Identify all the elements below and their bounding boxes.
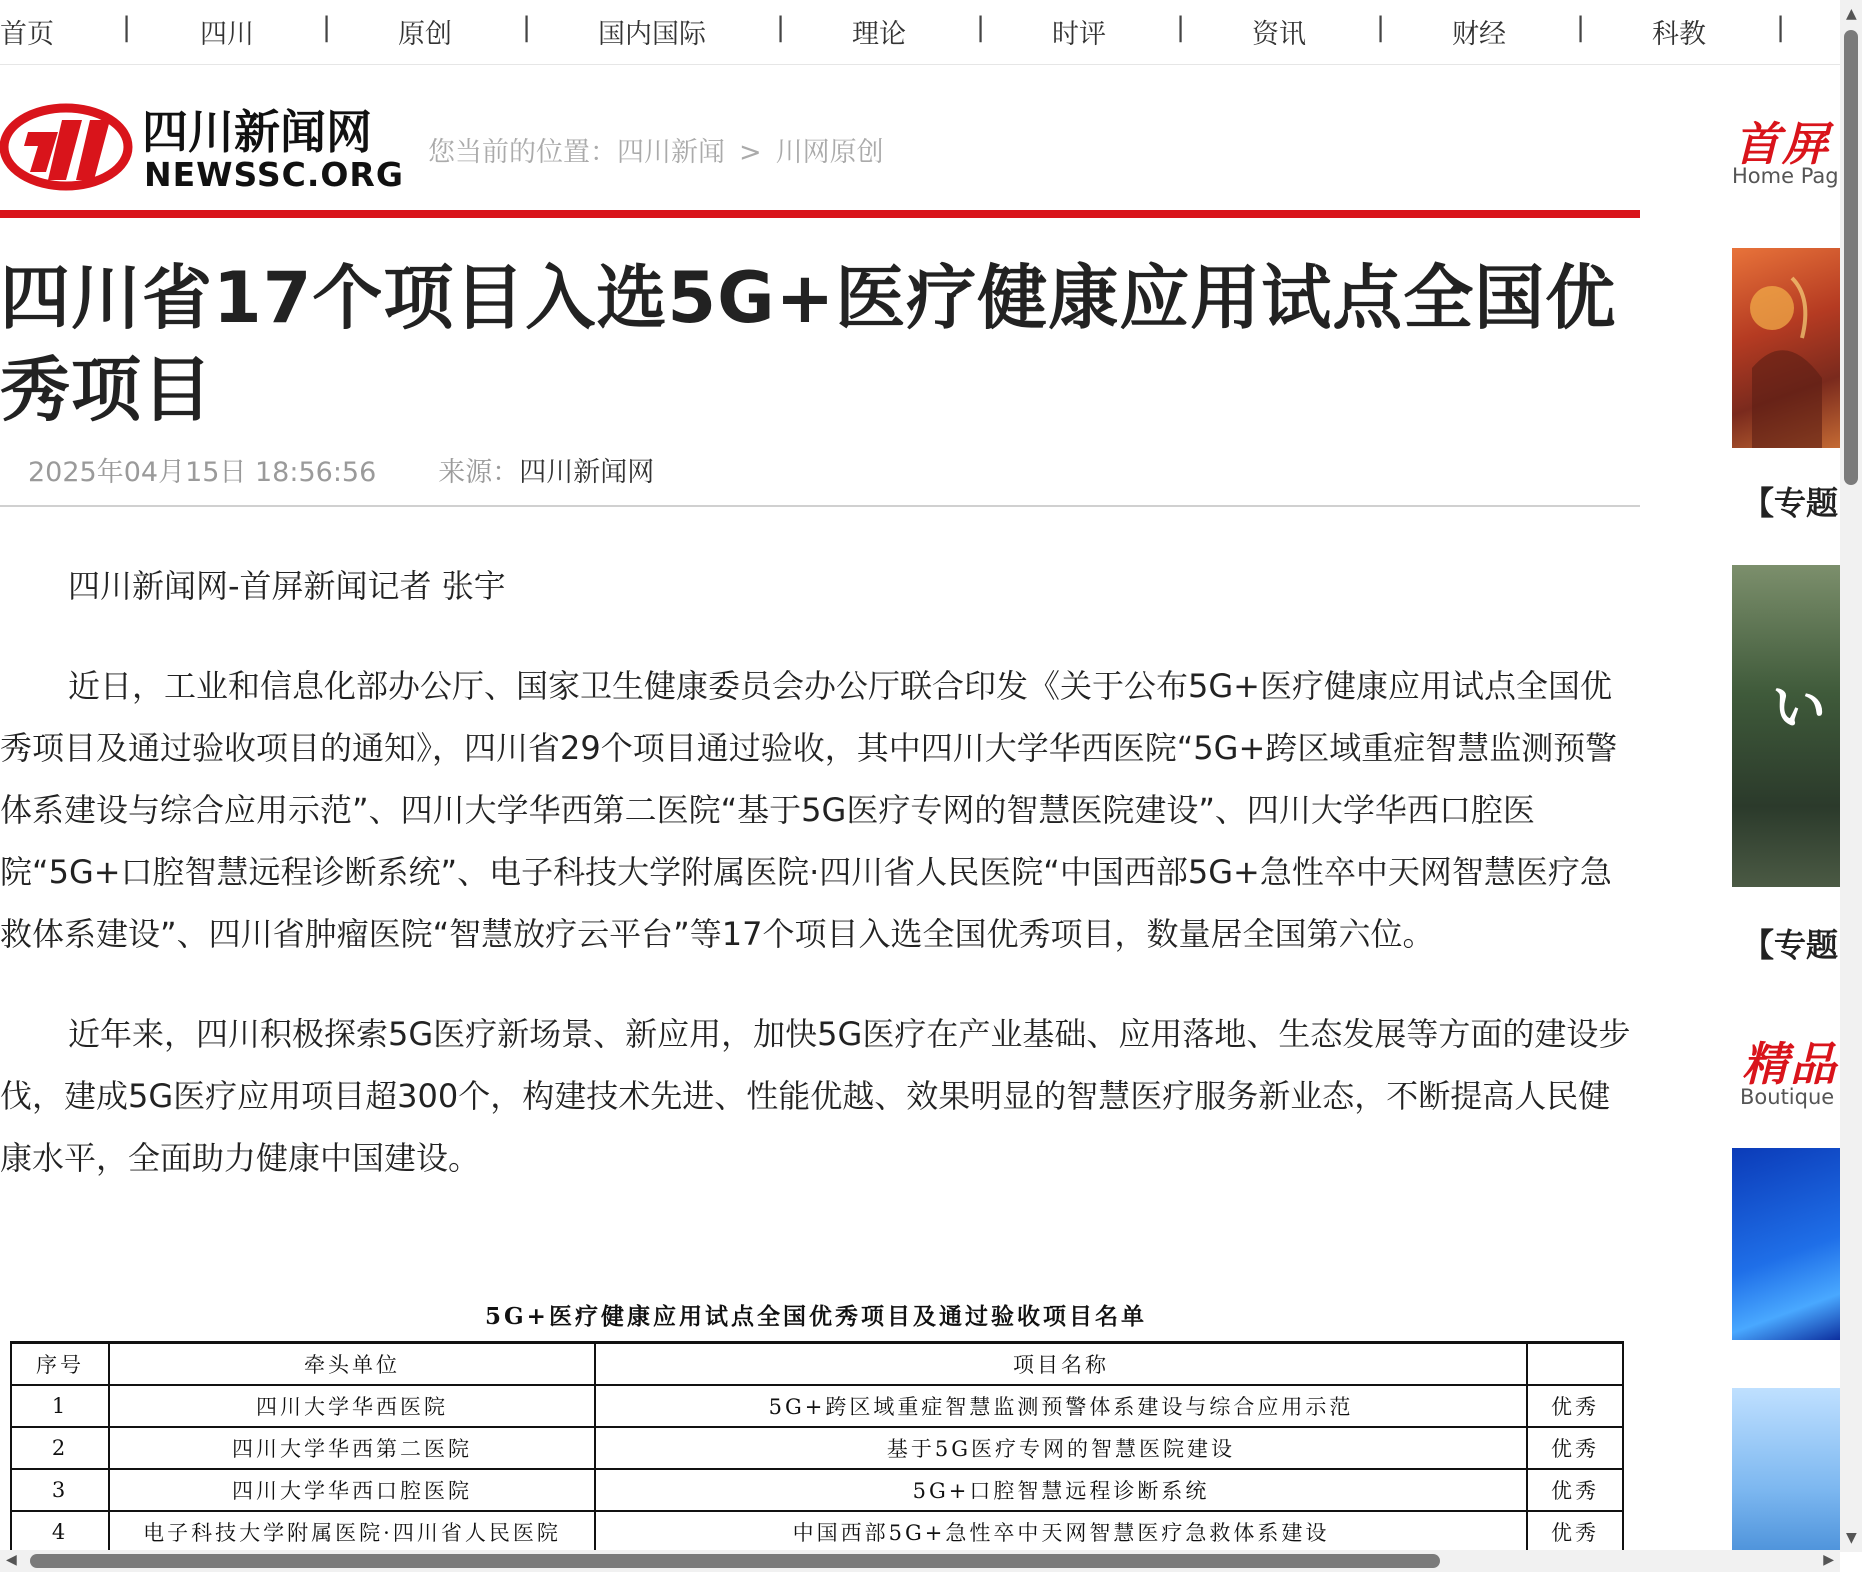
article-body — [0, 555, 1640, 1227]
table-row — [11, 1511, 1623, 1553]
site-logo[interactable] — [0, 100, 415, 192]
table-row — [11, 1427, 1623, 1469]
homepage-brand-en: Home Pag — [1732, 164, 1839, 188]
nav-item-sci-edu[interactable]: 科教 — [1652, 19, 1706, 50]
nav-item-home[interactable]: 首页 — [0, 19, 54, 50]
cell-index: 2 — [11, 1427, 109, 1469]
newssc-logo-icon — [0, 100, 415, 192]
cell-lead-unit: 四川大学华西口腔医院 — [109, 1469, 595, 1511]
breadcrumb — [428, 130, 884, 169]
table-title: 5G+医疗健康应用试点全国优秀项目及通过验收项目名单 — [485, 1303, 1147, 1330]
nav-separator: | — [1576, 12, 1586, 43]
source-label: 来源： — [438, 457, 520, 488]
nav-separator: | — [1776, 12, 1786, 43]
scroll-left-icon[interactable]: ◀ — [6, 1552, 17, 1568]
cell-index: 1 — [11, 1385, 109, 1427]
cell-index: 4 — [11, 1511, 109, 1553]
nav-item-original[interactable]: 原创 — [398, 19, 452, 50]
cell-rating: 优秀 — [1527, 1511, 1623, 1553]
nav-item-sichuan[interactable]: 四川 — [200, 19, 254, 50]
cell-lead-unit: 四川大学华西第二医院 — [109, 1427, 595, 1469]
table-row — [11, 1469, 1623, 1511]
illustration-icon — [1732, 248, 1840, 448]
nav-item-finance[interactable]: 财经 — [1452, 19, 1506, 50]
article-datetime: 2025年04月15日 18:56:56 — [28, 457, 377, 488]
nav-separator: | — [322, 12, 332, 43]
topic-thumbnail[interactable] — [1732, 248, 1840, 448]
cell-lead-unit: 四川大学华西医院 — [109, 1385, 595, 1427]
cell-project-name: 基于5G医疗专网的智慧医院建设 — [595, 1427, 1527, 1469]
col-header-index: 序号 — [11, 1343, 109, 1386]
article-title: 四川省17个项目入选5G+医疗健康应用试点全国优秀项目 — [0, 257, 1617, 431]
nav-separator: | — [122, 12, 132, 43]
topic-thumbnail[interactable] — [1732, 565, 1840, 887]
col-header-lead-unit: 牵头单位 — [109, 1343, 595, 1386]
nav-separator: | — [522, 12, 532, 43]
cell-rating: 优秀 — [1527, 1469, 1623, 1511]
nav-separator: | — [1176, 12, 1186, 43]
vertical-scroll-thumb[interactable] — [1844, 30, 1858, 485]
horizontal-scroll-thumb[interactable] — [30, 1554, 1440, 1568]
article-source: 四川新闻网 — [519, 457, 655, 488]
cell-rating: 优秀 — [1527, 1385, 1623, 1427]
article-byline: 四川新闻网-首屏新闻记者 张宇 — [68, 567, 506, 605]
article-paragraph: 近年来，四川积极探索5G医疗新场景、新应用，加快5G医疗在产业基础、应用落地、生态发展等方面的建设步伐，建成5G医疗应用项目超300个，构建技术先进、性能优越、效果明显的智慧医疗服务新业态，不断提高人民健康水平，全面助力健康中国建设。 — [0, 1015, 1631, 1177]
nav-item-theory[interactable]: 理论 — [852, 19, 906, 50]
cell-index: 3 — [11, 1469, 109, 1511]
col-header-rating — [1527, 1343, 1623, 1386]
cell-rating: 优秀 — [1527, 1427, 1623, 1469]
boutique-brand-en: Boutique — [1740, 1085, 1835, 1109]
article-paragraph: 近日，工业和信息化部办公厅、国家卫生健康委员会办公厅联合印发《关于公布5G+医疗健康应用试点全国优秀项目及通过验收项目的通知》，四川省29个项目通过验收，其中四川大学华西医院“5G+跨区域重症智慧监测预警体系建设与综合应用示范”、四川大学华西第二医院“基于5G医疗专网的智慧医院建设”、四川大学华西口腔医院“5G+口腔智慧远程诊断系统”、电子科技大学附属医院·四川省人民医院“中国西部5G+急性卒中天网智慧医疗急救体系建设”、四川省肿瘤医院“智慧放疗云平台”等17个项目入选全国优秀项目，数量居全国第六位。 — [0, 667, 1618, 953]
logo-cn-text: 四川新闻网 — [142, 105, 372, 159]
nav-item-commentary[interactable]: 时评 — [1052, 19, 1106, 50]
breadcrumb-item-sichuan-news[interactable]: 四川新闻 — [617, 137, 725, 168]
scroll-right-icon[interactable]: ▶ — [1823, 1552, 1834, 1568]
nav-separator: | — [1376, 12, 1386, 43]
scroll-up-icon[interactable]: ▲ — [1846, 6, 1857, 22]
nav-item-domestic-intl[interactable]: 国内国际 — [598, 19, 706, 50]
table-row — [11, 1385, 1623, 1427]
homepage-brand[interactable]: 首屏 — [1734, 117, 1830, 171]
boutique-thumbnail[interactable] — [1732, 1148, 1840, 1340]
nav-separator: | — [976, 12, 986, 43]
cell-lead-unit: 电子科技大学附属医院·四川省人民医院 — [109, 1511, 595, 1553]
boutique-thumbnail[interactable] — [1732, 1388, 1840, 1558]
project-table-figure — [10, 1298, 1622, 1554]
cell-project-name: 中国西部5G+急性卒中天网智慧医疗急救体系建设 — [595, 1511, 1527, 1553]
thumbnail-caption: い — [1772, 676, 1826, 739]
vertical-scrollbar[interactable] — [1840, 0, 1862, 1552]
breadcrumb-prefix: 您当前的位置： — [428, 137, 617, 168]
top-nav — [0, 0, 1840, 65]
scroll-down-icon[interactable]: ▼ — [1846, 1530, 1857, 1546]
header-divider — [0, 210, 1640, 218]
article-meta — [28, 450, 654, 489]
meta-divider — [0, 505, 1640, 507]
project-table — [10, 1341, 1624, 1554]
cell-project-name: 5G+跨区域重症智慧监测预警体系建设与综合应用示范 — [595, 1385, 1527, 1427]
breadcrumb-item-original[interactable]: 川网原创 — [775, 137, 884, 168]
nav-item-news[interactable]: 资讯 — [1252, 19, 1306, 50]
right-rail — [1720, 0, 1840, 1560]
table-header-row — [11, 1343, 1623, 1386]
boutique-brand[interactable]: 精品 — [1742, 1037, 1838, 1091]
logo-en-text: NEWSSC.ORG — [144, 155, 404, 192]
cell-project-name: 5G+口腔智慧远程诊断系统 — [595, 1469, 1527, 1511]
nav-separator: | — [776, 12, 786, 43]
breadcrumb-separator: > — [739, 137, 762, 168]
topic-link[interactable]: 【专题 — [1742, 926, 1839, 964]
horizontal-scrollbar[interactable] — [0, 1550, 1840, 1572]
col-header-project-name: 项目名称 — [595, 1343, 1527, 1386]
topic-link[interactable]: 【专题 — [1742, 484, 1839, 522]
